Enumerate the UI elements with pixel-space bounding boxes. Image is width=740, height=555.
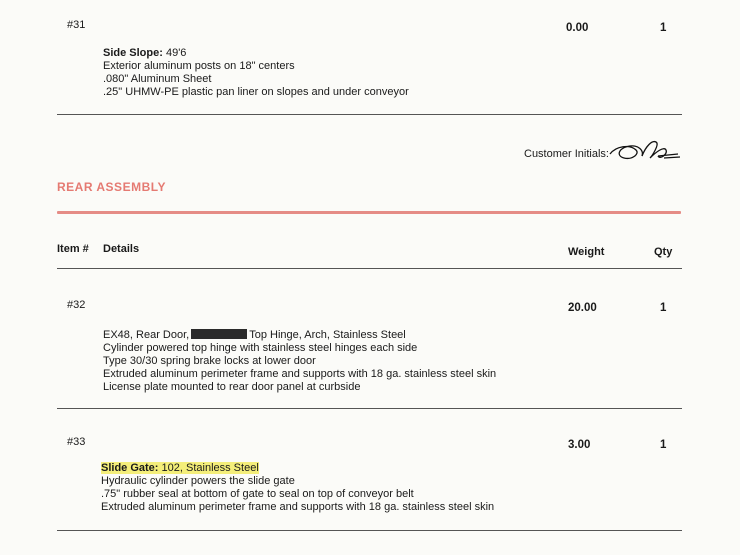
- initials-signature-icon: [606, 136, 682, 166]
- divider: [57, 408, 682, 409]
- item-33-line: Hydraulic cylinder powers the slide gate: [101, 475, 295, 487]
- section-rule: [57, 211, 681, 214]
- item-33-weight: 3.00: [568, 439, 591, 451]
- divider: [57, 268, 682, 269]
- item-31-qty: 1: [660, 22, 667, 34]
- item-33-details: [101, 462, 494, 514]
- item-33-line: .75" rubber seal at bottom of gate to seal on top of conveyor belt: [101, 488, 414, 500]
- item-32-line: Cylinder powered top hinge with stainless steel hinges each side: [103, 342, 418, 354]
- item-31-line: .25" UHMW-PE plastic pan liner on slopes and under conveyor: [103, 86, 409, 98]
- item-33-title-highlight: [101, 462, 259, 474]
- header-item: Item #: [57, 243, 89, 255]
- item-31-number: #31: [67, 19, 86, 31]
- item-32-weight: 20.00: [568, 302, 597, 314]
- customer-initials-label: Customer Initials:: [524, 148, 609, 160]
- item-33-qty: 1: [660, 439, 667, 451]
- item-32-line-start: EX48, Rear Door,: [103, 329, 190, 341]
- item-32-qty: 1: [660, 302, 667, 314]
- item-31-weight: 0.00: [566, 22, 589, 34]
- divider: [57, 530, 682, 531]
- item-33-line: Extruded aluminum perimeter frame and supports with 18 ga. stainless steel skin: [101, 501, 495, 513]
- header-details: Details: [103, 243, 140, 255]
- item-32-line: Extruded aluminum perimeter frame and supports with 18 ga. stainless steel skin: [103, 368, 497, 380]
- item-32-line-end: Top Hinge, Arch, Stainless Steel: [249, 329, 406, 341]
- item-31-details: [103, 47, 409, 99]
- item-33-title-value: 102, Stainless Steel: [161, 462, 259, 474]
- item-33-number: #33: [67, 436, 86, 448]
- item-32-details: [103, 329, 496, 394]
- section-title: REAR ASSEMBLY: [57, 180, 166, 194]
- item-33-title-label: Slide Gate:: [101, 462, 159, 474]
- header-qty: Qty: [654, 246, 673, 258]
- item-31-title-value: 49'6: [165, 47, 187, 59]
- header-weight: Weight: [568, 246, 605, 258]
- item-32-number: #32: [67, 299, 86, 311]
- divider: [57, 114, 682, 115]
- item-32-line: License plate mounted to rear door panel at curbside: [103, 381, 361, 393]
- item-32-line: Type 30/30 spring brake locks at lower door: [103, 355, 316, 367]
- item-31-title-label: Side Slope:: [103, 47, 163, 59]
- item-31-line: .080" Aluminum Sheet: [103, 73, 212, 85]
- item-31-line: Exterior aluminum posts on 18" centers: [103, 60, 295, 72]
- redaction-block: [191, 329, 247, 339]
